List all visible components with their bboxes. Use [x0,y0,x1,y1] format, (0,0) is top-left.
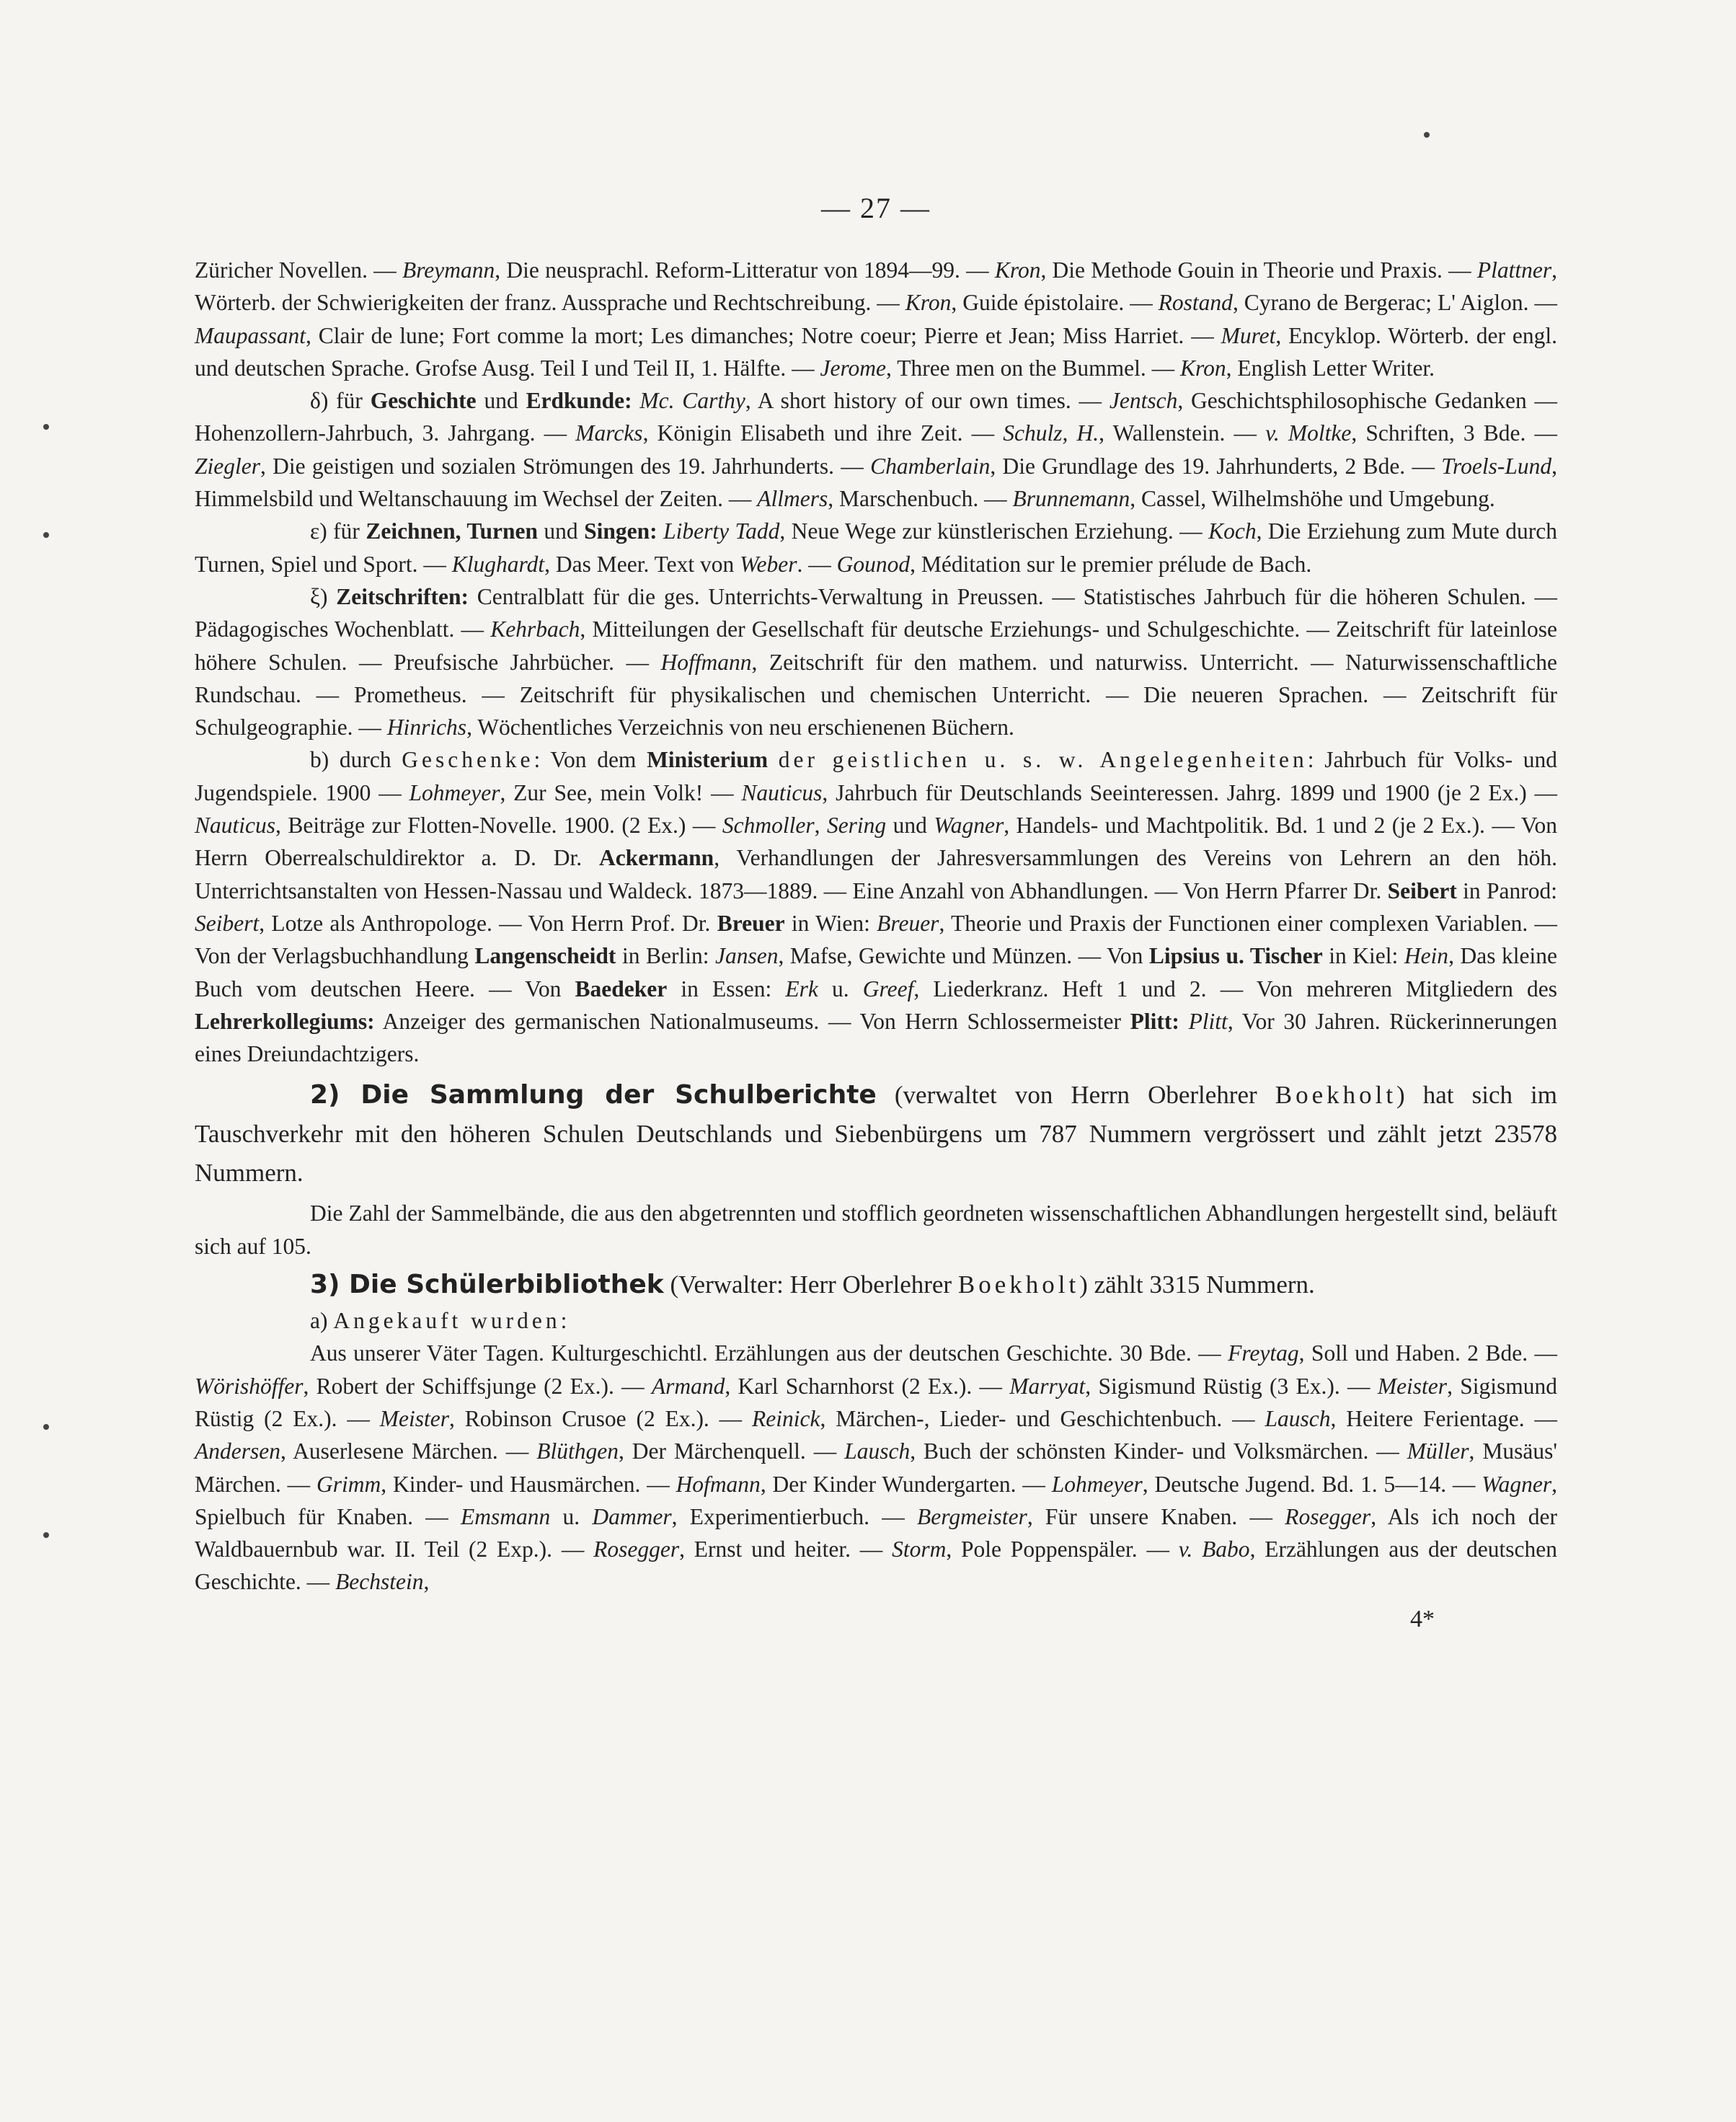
margin-mark [1424,132,1430,138]
author-name: Schmoller [722,813,815,839]
author-name: v. Babo [1178,1537,1250,1562]
author-name: Rosegger [1285,1503,1371,1529]
author-name: Nauticus [195,813,276,839]
author-name: Ziegler [195,453,260,479]
author-name: Kron [994,257,1041,283]
bold-term: Zeitschriften: [336,583,469,609]
section-heading: 3) Die Schülerbibliothek [310,1270,664,1300]
bold-term: Ackermann [598,845,714,871]
margin-mark [43,424,49,430]
author-name: Meister [1377,1373,1448,1399]
margin-mark [43,532,49,538]
author-name: Brunnemann [1012,486,1130,512]
author-name: Koch [1208,518,1257,544]
author-name: Breymann [402,257,495,283]
bold-term: Lehrerkollegiums: [195,1008,375,1034]
author-name: Grimm [316,1471,381,1497]
author-name: Weber [740,551,797,577]
bold-term: Plitt: [1130,1008,1179,1034]
paragraph-french-english: Züricher Novellen. — Breymann, Die neusprachl. Reform-Litteratur von 1894—99. — Kron, Die Methode Gouin in Theorie und Praxis. — Plattner, Wörterb. der Schwierigkeiten der franz. Aussprache und Rechtschreibung. — Kron, Guide épistolaire. — Rostand, Cyrano de Bergerac; L' Aiglon. — Maupassant, Clair de lune; Fort comme la mort; Les dimanches; Notre coeur; Pierre et Jean; Miss Harriet. — Muret, Encyklop. Wörterb. der engl. und deutschen Sprache. Grofse Ausg. Teil I und Teil II, 1. Hälfte. — Jerome, Three men on the Bummel. — Kron, English Letter Writer. [195,257,1557,381]
author-name: Plitt [1188,1008,1228,1034]
section-heading: 2) Die Sammlung der Schulberichte [310,1080,877,1110]
page [195,191,1557,1633]
author-name: Dammer [592,1503,672,1529]
paragraph-geschenke: b) durch Geschenke: Von dem Ministerium der geistlichen u. s. w. Angelegenheiten: Jahrbuch für Volks- und Jugendspiele. 1900 — Lohmeyer, Zur See, mein Volk! — Nauticus, Jahrbuch für Deutschlands Seeinteressen. Jahrg. 1899 und 1900 (je 2 Ex.) — Nauticus, Beiträge zur Flotten-Novelle. 1900. (2 Ex.) — Schmoller, Sering und Wagner, Handels- und Machtpolitik. Bd. 1 und 2 (je 2 Ex.). — Von Herrn Oberrealschuldirektor a. D. Dr. Ackermann, Verhandlungen der Jahresversammlungen des Vereins von Lehrern an den höh. Unterrichtsanstalten von Hessen-Nassau und Waldeck. 1873—1889. — Eine Anzahl von Abhandlungen. — Von Herrn Pfarrer Dr. Seibert in Panrod: Seibert, Lotze als Anthropologe. — Von Herrn Prof. Dr. Breuer in Wien: Breuer, Theorie und Praxis der Functionen einer complexen Variablen. — Von der Verlagsbuchhandlung Langenscheidt in Berlin: Jansen, Mafse, Gewichte und Münzen. — Von Lipsius u. Tischer in Kiel: Hein, Das kleine Buch vom deutschen Heere. — Von Baedeker in Essen: Erk u. Greef, Liederkranz. Heft 1 und 2. — Von mehreren Mitgliedern des Lehrerkollegiums: Anzeiger des germanischen Nationalmuseums. — Von Herrn Schlossermeister Plitt: Plitt, Vor 30 Jahren. Rückerinnerungen eines Dreiundachtzigers. [195,747,1558,1067]
author-name: Emsmann [461,1503,551,1529]
margin-mark [43,1424,49,1430]
author-name: Kron [905,290,952,316]
paragraph-angekauft-heading: a) Angekauft wurden: [310,1308,567,1334]
author-name: Hoffmann [660,649,752,675]
spaced-text: Angekauft wurden [333,1308,561,1334]
author-name: Maupassant [195,322,306,348]
author-name: Marcks [575,420,643,446]
bold-term: Erdkunde: [526,388,632,414]
author-name: Muret [1221,322,1276,348]
author-name: Klughardt [451,551,545,577]
author-name: Wörishöffer [195,1373,304,1399]
spaced-text: Boekholt [957,1270,1080,1299]
bold-term: Langenscheidt [474,943,616,969]
author-name: Storm [892,1537,947,1562]
author-name: Wagner [1482,1471,1552,1497]
author-name: Kehrbach [490,616,580,642]
author-name: Lohmeyer [409,779,500,805]
author-name: Kron [1180,355,1226,381]
author-name: Gounod [836,551,911,577]
author-name: Freytag [1228,1340,1299,1366]
spaced-text: Geschenke [402,747,534,773]
author-name: Liberty Tadd [663,518,780,544]
bold-term: Ministerium [647,747,769,773]
author-name: Hofmann [676,1471,761,1497]
author-name: Breuer [877,910,939,936]
author-name: Chamberlain [870,453,991,479]
author-name: Schulz, H. [1003,420,1099,446]
paragraph-sammelbaende: Die Zahl der Sammelbände, die aus den abgetrennten und stofflich geordneten wissenschaftlichen Abhandlungen hergestellt sind, beläuft sich auf 105. [195,1201,1557,1259]
bold-term: Lipsius u. Tischer [1148,943,1323,969]
bold-term: Geschichte [370,388,477,414]
author-name: Blüthgen [536,1438,619,1464]
spaced-text: der geistlichen u. s. w. Angelegenheiten [778,747,1308,773]
author-name: Jansen [715,943,779,969]
author-name: Hein [1404,943,1449,969]
author-name: Reinick [752,1405,820,1431]
author-name: Greef [862,976,914,1002]
spaced-text: Boekholt [1275,1081,1397,1110]
author-name: Bechstein [335,1569,424,1595]
bold-term: Seibert [1387,877,1457,903]
author-name: Wagner [934,813,1004,839]
author-name: Marryat [1009,1373,1086,1399]
author-name: Sering [826,813,887,839]
author-name: Rostand [1158,290,1233,316]
bold-term: Singen: [584,518,657,544]
paragraph-schulberichte: 2) Die Sammlung der Schulberichte (verwaltet von Herrn Oberlehrer Boekholt) hat sich im Tauschverkehr mit den höheren Schulen Deutschlands und Siebenbürgens um 787 Nummern vergrössert und zählt jetzt 23578 Nummern. [195,1080,1557,1188]
paragraph-geschichte: δ) für Geschichte und Erdkunde: Mc. Carthy, A short history of our own times. — Jentsch, Geschichtsphilosophische Gedanken — Hohenzollern-Jahrbuch, 3. Jahrgang. — Marcks, Königin Elisabeth und ihre Zeit. — Schulz, H., Wallenstein. — v. Moltke, Schriften, 3 Bde. — Ziegler, Die geistigen und sozialen Strömungen des 19. Jahrhunderts. — Chamberlain, Die Grundlage des 19. Jahrhunderts, 2 Bde. — Troels-Lund, Himmelsbild und Weltanschauung im Wechsel der Zeiten. — Allmers, Marschenbuch. — Brunnemann, Cassel, Wilhelmshöhe und Umgebung. [195,388,1558,512]
page-number: — 27 — [821,192,931,224]
author-name: Erk [785,976,818,1002]
author-name: Lohmeyer [1051,1471,1143,1497]
bold-term: Zeichnen, Turnen [366,518,538,544]
paragraph-zeitschriften: ξ) Zeitschriften: Centralblatt für die ges. Unterrichts-Verwaltung in Preussen. — Statistisches Jahrbuch für die höheren Schulen. — Pädagogisches Wochenblatt. — Kehrbach, Mitteilungen der Gesellschaft für deutsche Erziehungs- und Schulgeschichte. — Zeitschrift für lateinlose höhere Schulen. — Preufsische Jahrbücher. — Hoffmann, Zeitschrift für den mathem. und naturwiss. Unterricht. — Naturwissenschaftliche Rundschau. — Prometheus. — Zeitschrift für physikalischen und chemischen Unterricht. — Die neueren Sprachen. — Zeitschrift für Schulgeographie. — Hinrichs, Wöchentliches Verzeichnis von neu erschienenen Büchern. [195,583,1557,741]
author-name: Jentsch [1109,388,1178,414]
author-name: Jerome [820,355,887,381]
author-name: Troels-Lund [1441,453,1552,479]
margin-mark [43,1532,49,1538]
paragraph-angekauft-list: Aus unserer Väter Tagen. Kulturgeschichtl. Erzählungen aus der deutschen Geschichte. 30 Bde. — Freytag, Soll und Haben. 2 Bde. — Wörishöffer, Robert der Schiffsjunge (2 Ex.). — Armand, Karl Scharnhorst (2 Ex.). — Marryat, Sigismund Rüstig (3 Ex.). — Meister, Sigismund Rüstig (2 Ex.). — Meister, Robinson Crusoe (2 Ex.). — Reinick, Märchen-, Lieder- und Geschichtenbuch. — Lausch, Heitere Ferientage. — Andersen, Auserlesene Märchen. — Blüthgen, Der Märchenquell. — Lausch, Buch der schönsten Kinder- und Volksmärchen. — Müller, Musäus' Märchen. — Grimm, Kinder- und Hausmärchen. — Hofmann, Der Kinder Wundergarten. — Lohmeyer, Deutsche Jugend. Bd. 1. 5—14. — Wagner, Spielbuch für Knaben. — Emsmann u. Dammer, Experimentierbuch. — Bergmeister, Für unsere Knaben. — Rosegger, Als ich noch der Waldbauernbub war. II. Teil (2 Exp.). — Rosegger, Ernst und heiter. — Storm, Pole Poppenspäler. — v. Babo, Erzählungen aus der deutschen Geschichte. — Bechstein, [195,1340,1558,1595]
author-name: v. Moltke [1265,420,1352,446]
author-name: Meister [379,1405,449,1431]
author-name: Hinrichs [386,715,467,741]
bold-term: Baedeker [575,976,668,1002]
author-name: Nauticus [741,779,823,805]
author-name: Allmers [757,486,828,512]
author-name: Seibert [195,910,260,936]
author-name: Rosegger [593,1537,680,1562]
paragraph-schuelerbibliothek: 3) Die Schülerbibliothek (Verwalter: Herr Oberlehrer Boekholt) zählt 3315 Nummern. [310,1270,1315,1300]
author-name: Plattner [1476,257,1552,283]
signature-mark: 4* [1410,1605,1435,1632]
author-name: Mc. Carthy [639,388,745,414]
author-name: Andersen [195,1438,280,1464]
author-name: Müller [1407,1438,1469,1464]
author-name: Armand [651,1373,725,1399]
author-name: Bergmeister [917,1503,1027,1529]
author-name: Lausch [1265,1405,1331,1431]
paragraph-zeichnen: ε) für Zeichnen, Turnen und Singen: Liberty Tadd, Neue Wege zur künstlerischen Erziehung. — Koch, Die Erziehung zum Mute durch Turnen, Spiel und Sport. — Klughardt, Das Meer. Text von Weber. — Gounod, Méditation sur le premier prélude de Bach. [195,518,1558,577]
bold-term: Breuer [717,910,785,936]
author-name: Lausch [844,1438,911,1464]
